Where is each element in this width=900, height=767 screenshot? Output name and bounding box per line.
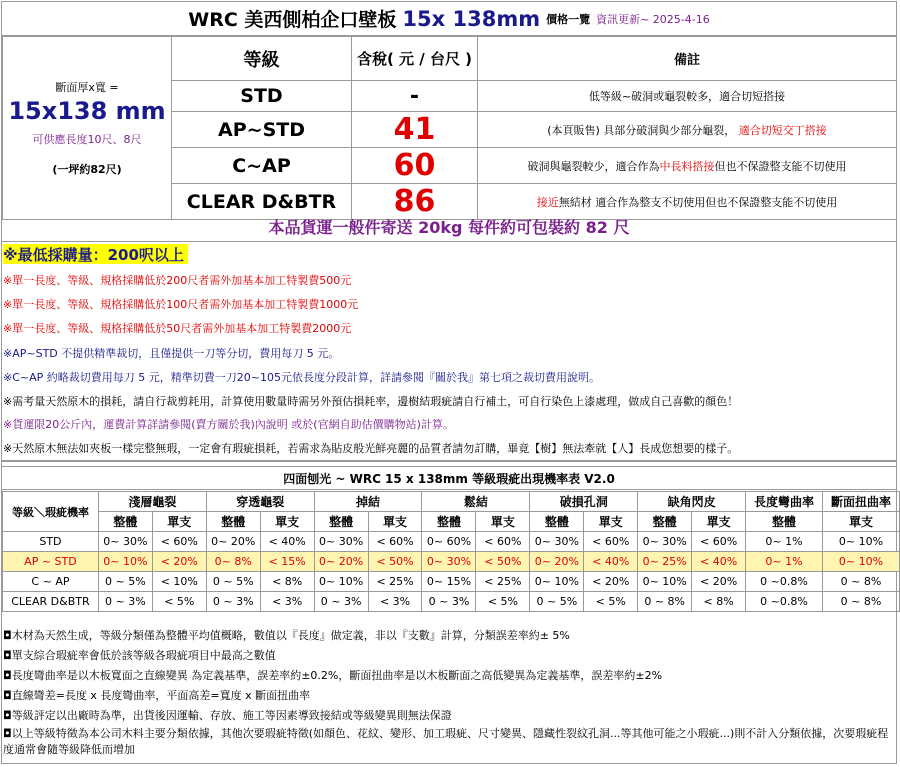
note-highlight: 適合切短交丁搭接 [738, 123, 827, 137]
note-cell [478, 148, 897, 184]
sub-header-single: 單支 [822, 512, 899, 532]
price-label: 價格一覽 [546, 12, 591, 26]
spec-size: 15x138 mm [8, 97, 166, 125]
grade-cell: AP~STD [172, 112, 352, 148]
defect-value-cell: < 15% [260, 552, 314, 572]
defect-value-cell: 0~ 10% [822, 532, 899, 552]
price-cell: - [352, 81, 478, 112]
defect-group-header: 長度彎曲率 [746, 492, 823, 512]
footnote: ◘直線彎差=長度 x 長度彎曲率，平面高差=寬度 x 斷面扭曲率 [3, 689, 311, 702]
footnote: ◘以上等級特徵為本公司木料主要分類依據，其他次要瑕疵特徵(如顏色、花紋、變形、加工瑕疵、尺寸變異、隱藏性裂紋孔洞...等其他可能之小瑕疵...)則不計入分類依據，次要瑕疵程度通常會隨等級降低而增加 [3, 727, 889, 756]
defect-value-cell: 0~ 10% [822, 552, 899, 572]
sub-header-overall: 整體 [422, 512, 476, 532]
sub-header-single: 單支 [692, 512, 746, 532]
defect-value-cell: < 5% [152, 592, 206, 612]
price-table [2, 36, 897, 220]
defect-value-cell: < 20% [152, 552, 206, 572]
note-cell [478, 112, 897, 148]
defect-value-cell: 0~ 10% [638, 572, 692, 592]
note-line: ※天然原木無法如夾板一樣完整無瑕，一定會有瑕疵損耗，若需求為貼皮般光鮮亮麗的品質者請勿訂購，畢竟【樹】無法牽就【人】長成您想要的樣子。 [3, 442, 739, 455]
col-price-header: 含稅( 元 / 台尺 ) [352, 37, 478, 81]
note-line: ※單一長度、等級、規格採購低於100尺者需外加基本加工特製費1000元 [3, 298, 359, 311]
sub-header-overall: 整體 [206, 512, 260, 532]
defect-value-cell: 0~ 15% [422, 572, 476, 592]
sub-header-overall: 整體 [530, 512, 584, 532]
note-text: (本頁販售) 具部分破洞與少部分龜裂， [547, 123, 736, 137]
defect-value-cell: 0~ 1% [746, 552, 823, 572]
defect-group-header: 缺角閃皮 [638, 492, 746, 512]
defect-value-cell: < 60% [152, 532, 206, 552]
sub-header-single: 單支 [260, 512, 314, 532]
col-note-header: 備註 [478, 37, 897, 81]
section-divider [2, 460, 896, 462]
defect-value-cell: < 20% [692, 572, 746, 592]
defect-value-cell: 0~ 8% [206, 552, 260, 572]
defect-value-cell: 0~ 1% [746, 532, 823, 552]
sub-header-single: 單支 [152, 512, 206, 532]
defect-value-cell: 0~ 30% [530, 532, 584, 552]
sub-header-single: 單支 [368, 512, 422, 532]
defect-value-cell: 0~ 30% [98, 532, 152, 552]
defect-value-cell: 0~ 10% [530, 572, 584, 592]
defect-value-cell: 0~ 30% [422, 552, 476, 572]
defect-value-cell: 0~ 20% [314, 552, 368, 572]
note-line: ※需考量天然原木的損耗，請自行裁剪耗用，計算使用數量時需另外預估損耗率，邊樹結瑕疵請自行補土，可自行染色上漆處理，做成自己喜歡的顏色！ [3, 395, 739, 408]
defect-value-cell: < 3% [368, 592, 422, 612]
defect-grade-cell: CLEAR D&BTR [3, 592, 99, 612]
defect-value-cell: 0~ 25% [638, 552, 692, 572]
grade-cell: CLEAR D&BTR [172, 184, 352, 220]
defect-value-cell: < 60% [692, 532, 746, 552]
price-cell: 86 [352, 184, 478, 220]
defect-value-cell: < 3% [260, 592, 314, 612]
note-text: 但也不保證整支能不切使用 [714, 159, 847, 173]
price-cell: 60 [352, 148, 478, 184]
defect-value-cell: < 50% [476, 552, 530, 572]
defect-group-header: 破損孔洞 [530, 492, 638, 512]
defect-value-cell: < 25% [368, 572, 422, 592]
note-line: ※單一長度、等級、規格採購低於50尺者需外加基本加工特製費2000元 [3, 322, 352, 335]
defect-corner-header: 等級＼瑕疵機率 [3, 492, 99, 532]
defect-value-cell: < 5% [476, 592, 530, 612]
defect-row [3, 592, 900, 612]
defect-group-header: 掉結 [314, 492, 422, 512]
defect-value-cell: 0~ 20% [530, 552, 584, 572]
note-line: ※C~AP 約略裁切費用每刀 5 元，精準切費一刀20~105元依長度分段計算，詳請參閱『關於我』第七項之裁切費用說明。 [3, 371, 600, 384]
defect-row [3, 552, 900, 572]
note-highlight: 接近 [536, 195, 559, 209]
defect-value-cell: < 60% [368, 532, 422, 552]
sub-header-overall: 整體 [746, 512, 823, 532]
defect-value-cell: 0 ~ 3% [422, 592, 476, 612]
defect-value-cell: < 60% [476, 532, 530, 552]
grade-cell: C~AP [172, 148, 352, 184]
defect-value-cell: 0~ 30% [638, 532, 692, 552]
defect-value-cell: < 25% [476, 572, 530, 592]
sub-header-overall: 整體 [314, 512, 368, 532]
footnote: ◘單支綜合瑕疵率會低於該等級各瑕疵項目中最高之數值 [3, 649, 276, 662]
page-title: WRC 美西側柏企口壁板 [188, 9, 397, 31]
footnote: ◘等級評定以出廠時為準，出貨後因運輸、存放、施工等因素導致接結或等級變異則無法保證 [3, 709, 452, 722]
defect-value-cell: 0 ~ 5% [206, 572, 260, 592]
defect-group-header: 斷面扭曲率 [822, 492, 899, 512]
defect-grade-cell: C ~ AP [3, 572, 99, 592]
defect-value-cell: < 8% [260, 572, 314, 592]
sub-header-single: 單支 [476, 512, 530, 532]
note-line: ※貨運限20公斤內，運費計算詳請參閱(賣方關於我)內說明 或於(官網自助估價購物站)計算。 [3, 418, 454, 431]
note-text: 無結材 適合作為整支不切使用但也不保證整支能不切使用 [558, 195, 838, 209]
note-line: ※AP~STD 不提供精準裁切，且僅提供一刀等分切，費用每刀 5 元。 [3, 347, 340, 360]
defect-table [2, 491, 900, 612]
defect-table-title: 四面刨光 ~ WRC 15 x 138mm 等級瑕疵出現機率表 V2.0 [2, 466, 896, 490]
defect-row [3, 572, 900, 592]
defect-grade-cell: STD [3, 532, 99, 552]
sub-header-single: 單支 [584, 512, 638, 532]
defect-group-header: 穿透龜裂 [206, 492, 314, 512]
defect-value-cell: < 20% [584, 572, 638, 592]
note-highlight: 中長料搭接 [659, 159, 715, 173]
defect-grade-cell: AP ~ STD [3, 552, 99, 572]
defect-value-cell: 0 ~ 5% [98, 572, 152, 592]
defect-value-cell: < 40% [692, 552, 746, 572]
defect-value-cell: < 50% [368, 552, 422, 572]
defect-value-cell: < 40% [260, 532, 314, 552]
footnote: ◘木材為天然生成，等級分類僅為整體平均值概略，數值以『長度』做定義，非以『支數』計算，分類誤差率約± 5% [3, 629, 570, 642]
defect-value-cell: 0~ 30% [314, 532, 368, 552]
defect-value-cell: 0~ 20% [206, 532, 260, 552]
sub-header-overall: 整體 [638, 512, 692, 532]
note-line: ※單一長度、等級、規格採購低於200尺者需外加基本加工特製費500元 [3, 274, 352, 287]
spec-lengths: 可供應長度10尺、8尺 [32, 133, 142, 146]
shipping-banner: 本品貨運一般件寄送 20kg 每件約可包裝約 82 尺 [2, 211, 896, 242]
defect-value-cell: 0~ 10% [98, 552, 152, 572]
defect-value-cell: < 8% [692, 592, 746, 612]
defect-value-cell: 0 ~ 8% [822, 572, 899, 592]
spec-label: 斷面厚x寬 = [55, 81, 119, 94]
defect-value-cell: 0~ 10% [314, 572, 368, 592]
defect-value-cell: 0 ~ 3% [206, 592, 260, 612]
defect-row [3, 532, 900, 552]
defect-value-cell: 0 ~ 8% [638, 592, 692, 612]
update-date: 資訊更新~ 2025-4-16 [596, 12, 710, 26]
defect-value-cell: 0 ~ 3% [98, 592, 152, 612]
col-grade-header: 等級 [172, 37, 352, 81]
defect-value-cell: 0 ~0.8% [746, 572, 823, 592]
defect-value-cell: < 40% [584, 552, 638, 572]
defect-value-cell: < 60% [584, 532, 638, 552]
defect-group-header: 淺層龜裂 [98, 492, 206, 512]
footnote: ◘長度彎曲率是以木板寬面之直線變異 為定義基準，誤差率約±0.2%，斷面扭曲率是以木板斷面之高低變異為定義基準，誤差率約±2% [3, 669, 663, 682]
defect-value-cell: 0 ~ 3% [314, 592, 368, 612]
spec-ping: (一坪約82尺) [52, 163, 122, 176]
min-order-banner: ※最低採購量：200呎以上 [3, 244, 188, 264]
defect-value-cell: 0 ~0.8% [746, 592, 823, 612]
defect-value-cell: < 10% [152, 572, 206, 592]
grade-cell: STD [172, 81, 352, 112]
defect-value-cell: < 5% [584, 592, 638, 612]
title-size: 15x 138mm [402, 6, 541, 31]
sub-header-overall: 整體 [98, 512, 152, 532]
defect-value-cell: 0 ~ 8% [822, 592, 899, 612]
defect-value-cell: 0 ~ 5% [530, 592, 584, 612]
note-text: 破洞與龜裂較少，適合作為 [527, 159, 660, 173]
defect-table-body [3, 532, 900, 612]
defect-value-cell: 0~ 60% [422, 532, 476, 552]
note-cell: 低等級~破洞或龜裂較多，適合切短搭接 [478, 81, 897, 112]
page-header [2, 2, 896, 36]
price-cell: 41 [352, 112, 478, 148]
defect-group-header: 鬆結 [422, 492, 530, 512]
spec-panel [3, 37, 172, 220]
